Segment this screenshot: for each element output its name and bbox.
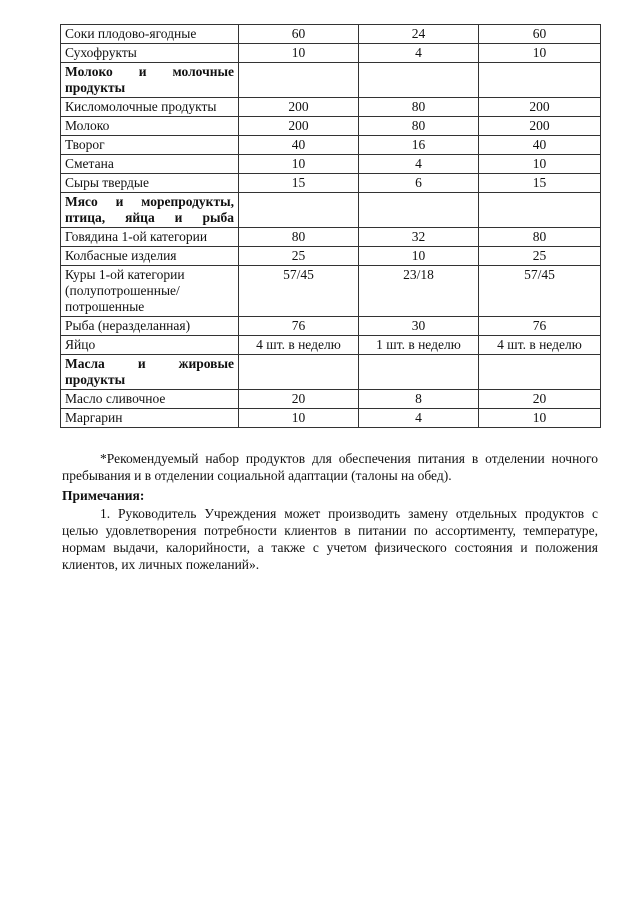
table-category-row [61, 63, 601, 98]
note-1: 1. Руководитель Учреждения может производить замену отдельных продуктов с целью удовлетворения потребности клиентов в питании по ассортименту, температуре, нормам выдачи, калорийности, а также с учетом физического состояния и положения клиентов, их личных пожеланий». [62, 506, 598, 572]
product-name: Масло сливочное [61, 390, 239, 409]
norm-value-col-2: 32 [359, 228, 479, 247]
norm-value-col-3: 200 [479, 98, 601, 117]
norm-value-col-2: 1 шт. в неделю [359, 336, 479, 355]
norm-value-col-3: 40 [479, 136, 601, 155]
product-name: Маргарин [61, 409, 239, 428]
norm-value-col-1 [239, 63, 359, 98]
product-name: Соки плодово-ягодные [61, 25, 239, 44]
norm-value-col-1: 4 шт. в неделю [239, 336, 359, 355]
norm-value-col-1: 57/45 [239, 266, 359, 317]
norm-value-col-3: 80 [479, 228, 601, 247]
product-name: Говядина 1-ой категории [61, 228, 239, 247]
norm-value-col-2: 80 [359, 98, 479, 117]
norm-value-col-3: 10 [479, 409, 601, 428]
category-name: Масла и жировые продукты [61, 355, 239, 390]
norm-value-col-2: 24 [359, 25, 479, 44]
food-norms-table [60, 24, 601, 428]
table-row [61, 317, 601, 336]
table-row [61, 174, 601, 193]
norm-value-col-3: 10 [479, 155, 601, 174]
norm-value-col-2: 4 [359, 44, 479, 63]
norm-value-col-1: 60 [239, 25, 359, 44]
norm-value-col-3: 10 [479, 44, 601, 63]
product-name: Куры 1-ой категории (полупотрошенные/потрошенные [61, 266, 239, 317]
norm-value-col-1: 10 [239, 409, 359, 428]
table-row [61, 25, 601, 44]
norm-value-col-1: 80 [239, 228, 359, 247]
product-name: Сметана [61, 155, 239, 174]
table-row [61, 247, 601, 266]
table-row [61, 266, 601, 317]
product-name: Рыба (неразделанная) [61, 317, 239, 336]
table-row [61, 336, 601, 355]
norm-value-col-3: 4 шт. в неделю [479, 336, 601, 355]
norm-value-col-2: 10 [359, 247, 479, 266]
norm-value-col-3: 57/45 [479, 266, 601, 317]
table-row [61, 155, 601, 174]
food-norms-table-body [61, 25, 601, 428]
norm-value-col-2: 4 [359, 155, 479, 174]
product-name: Сыры твердые [61, 174, 239, 193]
table-row [61, 117, 601, 136]
norm-value-col-2: 4 [359, 409, 479, 428]
product-name: Молоко [61, 117, 239, 136]
norm-value-col-1: 40 [239, 136, 359, 155]
norm-value-col-1: 10 [239, 155, 359, 174]
table-row [61, 409, 601, 428]
table-category-row [61, 355, 601, 390]
product-name: Яйцо [61, 336, 239, 355]
norm-value-col-2 [359, 193, 479, 228]
norm-value-col-1: 25 [239, 247, 359, 266]
norm-value-col-2: 30 [359, 317, 479, 336]
norm-value-col-1 [239, 193, 359, 228]
norm-value-col-2: 23/18 [359, 266, 479, 317]
table-row [61, 390, 601, 409]
product-name: Сухофрукты [61, 44, 239, 63]
norm-value-col-3 [479, 355, 601, 390]
norm-value-col-1 [239, 355, 359, 390]
table-row [61, 228, 601, 247]
norm-value-col-1: 15 [239, 174, 359, 193]
table-row [61, 98, 601, 117]
norm-value-col-3: 25 [479, 247, 601, 266]
category-name: Мясо и морепродукты, птица, яйца и рыба [61, 193, 239, 228]
norm-value-col-2: 16 [359, 136, 479, 155]
norm-value-col-3: 200 [479, 117, 601, 136]
norm-value-col-2 [359, 355, 479, 390]
notes-title: Примечания: [62, 488, 145, 503]
norm-value-col-2 [359, 63, 479, 98]
footnote-text: *Рекомендуемый набор продуктов для обеспечения питания в отделении ночного пребывания и в отделении социальной адаптации (талоны на обед). [62, 451, 598, 483]
norm-value-col-2: 8 [359, 390, 479, 409]
product-name: Кисломолочные продукты [61, 98, 239, 117]
norm-value-col-1: 200 [239, 117, 359, 136]
norm-value-col-3: 60 [479, 25, 601, 44]
norm-value-col-3: 20 [479, 390, 601, 409]
norm-value-col-3 [479, 63, 601, 98]
norm-value-col-2: 80 [359, 117, 479, 136]
norm-value-col-1: 76 [239, 317, 359, 336]
category-name: Молоко и молочные продукты [61, 63, 239, 98]
norm-value-col-1: 20 [239, 390, 359, 409]
norm-value-col-1: 10 [239, 44, 359, 63]
norm-value-col-3: 15 [479, 174, 601, 193]
table-row [61, 44, 601, 63]
norm-value-col-3: 76 [479, 317, 601, 336]
product-name: Творог [61, 136, 239, 155]
table-category-row [61, 193, 601, 228]
norm-value-col-2: 6 [359, 174, 479, 193]
footnote [62, 450, 598, 484]
product-name: Колбасные изделия [61, 247, 239, 266]
table-row [61, 136, 601, 155]
norm-value-col-1: 200 [239, 98, 359, 117]
norm-value-col-3 [479, 193, 601, 228]
